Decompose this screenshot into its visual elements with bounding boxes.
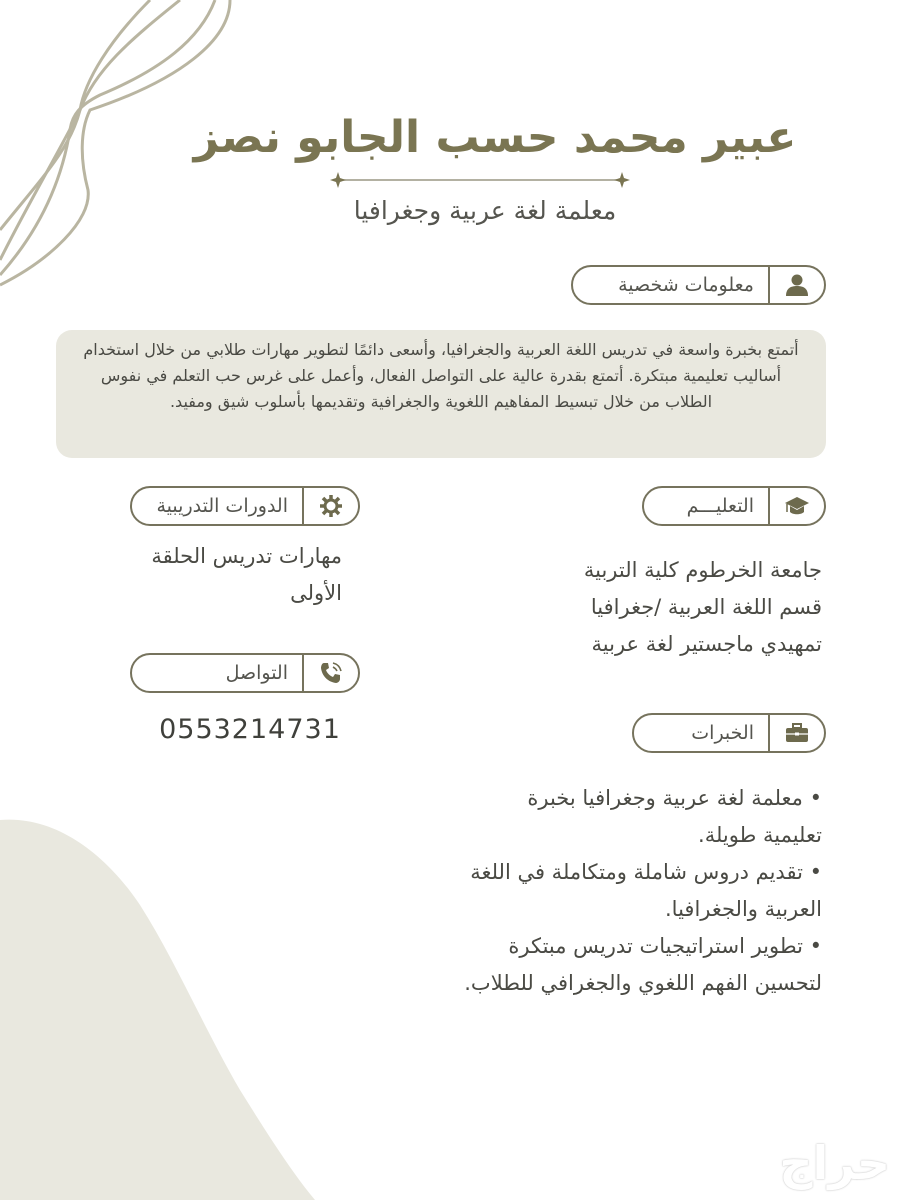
- gear-icon: [302, 488, 358, 524]
- education-line: جامعة الخرطوم كلية التربية: [583, 558, 822, 582]
- section-label: معلومات شخصية: [618, 274, 754, 296]
- graduation-cap-icon: [768, 488, 824, 524]
- education-details: [522, 552, 822, 663]
- experience-item: • تطوير استراتيجيات تدريس مبتكرة لتحسين الفهم اللغوي والجغرافي للطلاب.: [462, 928, 822, 1002]
- section-label: الدورات التدريبية: [156, 495, 288, 517]
- about-summary: أتمتع بخبرة واسعة في تدريس اللغة العربية والجغرافيا، وأسعى دائمًا لتطوير مهارات طلابي من خلال استخدام أساليب تعليمية مبتكرة. أتمتع بقدرة عالية على التواصل الفعال، وأعمل على غرس حب التعلم في نفوس الطلاب من خلال تبسيط المفاهيم اللغوية والجغرافية وتقديمها بأسلوب شيق ومفيد.: [56, 330, 826, 458]
- experience-details: [462, 780, 822, 1002]
- section-header-personal: [571, 265, 826, 305]
- watermark-logo: حراج: [779, 1136, 890, 1190]
- phone-number[interactable]: 0553214731: [159, 714, 341, 745]
- section-header-experience: [632, 713, 826, 753]
- education-line: قسم اللغة العربية /جغرافيا: [590, 595, 822, 619]
- section-label: التواصل: [225, 662, 288, 684]
- section-header-courses: [130, 486, 360, 526]
- briefcase-icon: [768, 715, 824, 751]
- title-divider: [330, 172, 630, 188]
- course-line: مهارات تدريس الحلقة: [151, 544, 342, 568]
- candidate-name: عبير محمد حسب الجابو نصز: [193, 112, 797, 163]
- experience-item: • معلمة لغة عربية وجغرافيا بخبرة تعليمية طويلة.: [462, 780, 822, 854]
- experience-list: [462, 780, 822, 1002]
- section-label: الخبرات: [691, 722, 754, 744]
- experience-item: • تقديم دروس شاملة ومتكاملة في اللغة العربية والجغرافيا.: [462, 854, 822, 928]
- education-line: تمهيدي ماجستير لغة عربية: [591, 632, 822, 656]
- user-icon: [768, 267, 824, 303]
- section-label: التعليـــم: [686, 495, 754, 517]
- phone-icon: [302, 655, 358, 691]
- job-title: معلمة لغة عربية وجغرافيا: [353, 196, 617, 225]
- course-line: الأولى: [290, 581, 342, 605]
- courses-details: [112, 538, 342, 612]
- section-header-education: [642, 486, 826, 526]
- section-header-contact: [130, 653, 360, 693]
